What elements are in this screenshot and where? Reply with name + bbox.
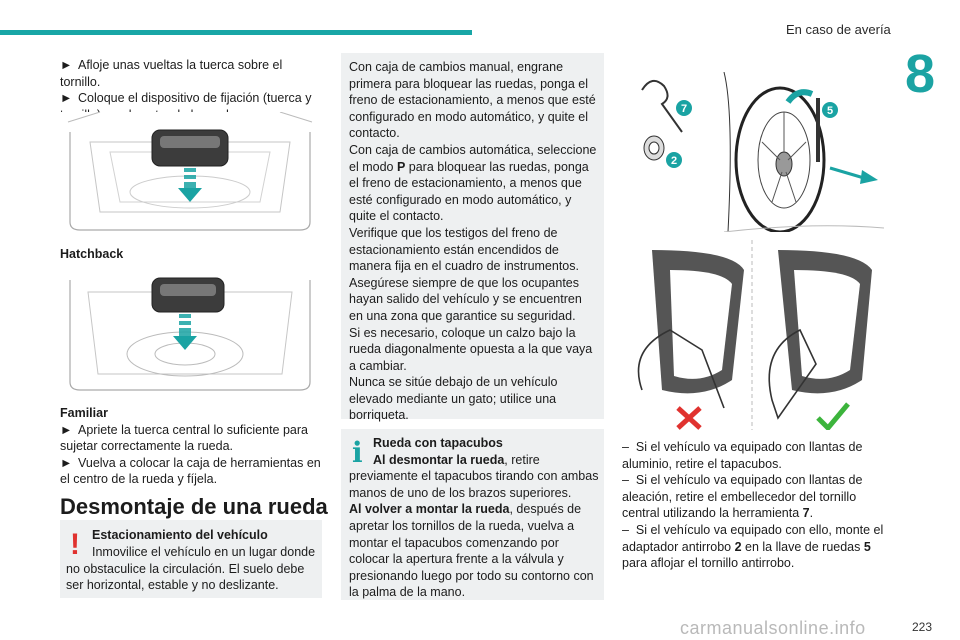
tyre-valve-comparison — [622, 240, 884, 430]
warning-title: Estacionamiento del vehículo — [92, 528, 268, 542]
safety-text: Asegúrese siempre de que los ocupantes hayan salido del vehículo y se encuentren en una zona que garantice su seguridad. — [349, 275, 582, 323]
warning-box — [60, 520, 322, 598]
familiar-trunk-illustration — [60, 270, 320, 394]
wheel-tools-illustration — [622, 72, 884, 232]
intro-step: ► Coloque el dispositivo de fijación (tuerca y — [60, 91, 312, 106]
section-heading: Desmontaje de una rueda — [60, 494, 328, 519]
svg-text:7: 7 — [680, 103, 688, 115]
chapter-tab: 8 — [893, 41, 960, 107]
hatchback-trunk-illustration — [60, 112, 320, 234]
caption-familiar: Familiar — [60, 406, 108, 420]
safety-text: Con caja de cambios manual, engrane primera para bloquear las ruedas, ponga el freno de estacionamiento, a menos que esté configurado en modo automático, y quite el contacto. — [349, 60, 596, 141]
svg-text:5: 5 — [826, 105, 834, 117]
watermark: carmanualsonline.info — [680, 618, 866, 638]
section-title: En caso de avería — [786, 22, 891, 37]
warning-icon: ! — [70, 528, 80, 561]
intro-step: ► Afloje unas vueltas la tuerca sobre el tornillo. — [60, 58, 283, 89]
familiar-step: ► Vuelva a colocar la caja de herramientas en el centro de la rueda y fíjela. — [60, 455, 321, 487]
info-icon: i — [352, 436, 363, 469]
safety-text: Si es necesario, coloque un calzo bajo la rueda diagonalmente opuesta a la que vaya a cambiar. — [349, 325, 593, 373]
removal-step: – Si el vehículo va equipado con ello, monte el adaptador antirrobo 2 en la llave de ruedas 5 para aflojar el tornillo antirrobo. — [622, 522, 884, 571]
page-number: 223 — [912, 620, 933, 634]
safety-text: Con caja de cambios automática, seleccione el modo P para bloquear las ruedas, ponga el freno de estacionamiento, a menos que esté configurado en modo automático, y quite el contacto. — [349, 142, 597, 224]
safety-text: Nunca se sitúe debajo de un vehículo elevado mediante un gato; utilice una borriqueta. — [349, 375, 558, 423]
info-text: Al volver a montar la rueda, después de apretar los tornillos de la rueda, vuelva a montar el tapacubos comenzando por colocar la apertura frente a la válvula y presionando luego por todo su contorno con la palma de la mano. — [349, 502, 594, 600]
removal-steps — [622, 439, 884, 572]
top-accent-bar — [0, 30, 472, 35]
info-text: Al desmontar la rueda, retire previamente el tapacubos tirando con ambas manos de uno de los brazos superiores. — [349, 452, 599, 500]
info-title: Rueda con tapacubos — [373, 436, 503, 450]
safety-text: Verifique que los testigos del freno de estacionamiento están encendidos de manera fija en el cuadro de instrumentos. — [349, 225, 579, 274]
svg-text:2: 2 — [670, 155, 678, 167]
safety-box — [341, 53, 604, 423]
warning-text: Inmovilice el vehículo en un lugar donde no obstaculice la circulación. El suelo debe ser horizontal, estable y no deslizante. — [66, 545, 316, 593]
info-box — [341, 429, 604, 600]
caption-hatchback: Hatchback — [60, 247, 124, 261]
familiar-step: ► Apriete la tuerca central lo suficiente para sujetar correctamente la rueda. — [60, 422, 308, 454]
removal-step: – Si el vehículo va equipado con llantas de aleación, retire el embellecedor del tornillo central utilizando la herramienta 7. — [622, 473, 863, 521]
familiar-steps — [60, 405, 322, 488]
removal-step: – Si el vehículo va equipado con llantas de aluminio, retire el tapacubos. — [622, 440, 863, 471]
